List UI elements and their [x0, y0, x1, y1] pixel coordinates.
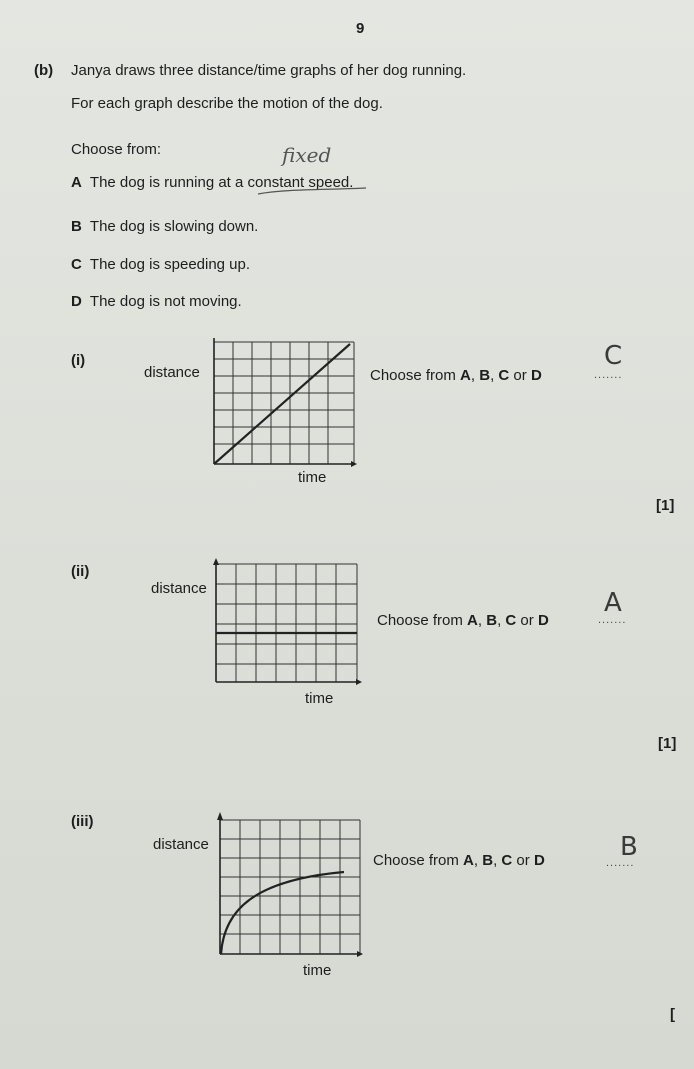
x-axis-label-i: time	[298, 469, 327, 486]
option-b	[71, 218, 258, 235]
instruction-text: For each graph describe the motion of the dog.	[71, 95, 383, 112]
graph-label-ii: (ii)	[71, 563, 90, 580]
y-axis-label-ii: distance	[151, 580, 207, 597]
answer-ii[interactable]: A	[604, 588, 622, 618]
y-axis-label-iii: distance	[153, 836, 209, 853]
y-axis-label-i: distance	[144, 364, 200, 381]
distance-time-curve	[221, 872, 344, 954]
answer-iii[interactable]: B	[620, 832, 638, 862]
graph-i	[208, 336, 358, 476]
x-axis-label-ii: time	[305, 690, 334, 707]
option-letter: A	[71, 174, 82, 191]
part-label: (b)	[34, 62, 54, 79]
prompt-i: Choose from A, B, C or D	[370, 367, 542, 384]
answer-i[interactable]: C	[604, 341, 623, 371]
option-text: The dog is slowing down.	[89, 218, 259, 235]
answer-line-iii: .......	[606, 857, 635, 869]
x-axis-label-iii: time	[303, 962, 332, 979]
graph-label-iii: (iii)	[71, 813, 94, 830]
answer-line-i: .......	[594, 369, 623, 381]
option-d	[71, 293, 242, 310]
choose-from-label: Choose from:	[71, 141, 162, 158]
handwritten-underline	[254, 186, 374, 198]
option-text: The dog is running at a constant speed.	[89, 174, 354, 191]
option-letter: D	[71, 293, 82, 310]
graph-label-i: (i)	[71, 352, 86, 369]
page-number: 9	[356, 20, 365, 37]
prompt-ii: Choose from A, B, C or D	[377, 612, 549, 629]
marks-iii: [	[670, 1006, 675, 1023]
handwritten-note: fixed	[282, 143, 332, 167]
answer-line-ii: .......	[598, 614, 627, 626]
option-text: The dog is speeding up.	[89, 256, 251, 273]
option-letter: C	[71, 256, 82, 273]
intro-text: Janya draws three distance/time graphs of her dog running.	[71, 62, 467, 79]
graph-iii	[214, 810, 364, 958]
option-text: The dog is not moving.	[89, 293, 242, 310]
marks-i: [1]	[656, 497, 675, 514]
option-letter: B	[71, 218, 82, 235]
graph-ii	[209, 558, 364, 694]
distance-time-line	[214, 344, 350, 464]
marks-ii: [1]	[658, 735, 677, 752]
option-c	[71, 256, 250, 273]
prompt-iii: Choose from A, B, C or D	[373, 852, 545, 869]
